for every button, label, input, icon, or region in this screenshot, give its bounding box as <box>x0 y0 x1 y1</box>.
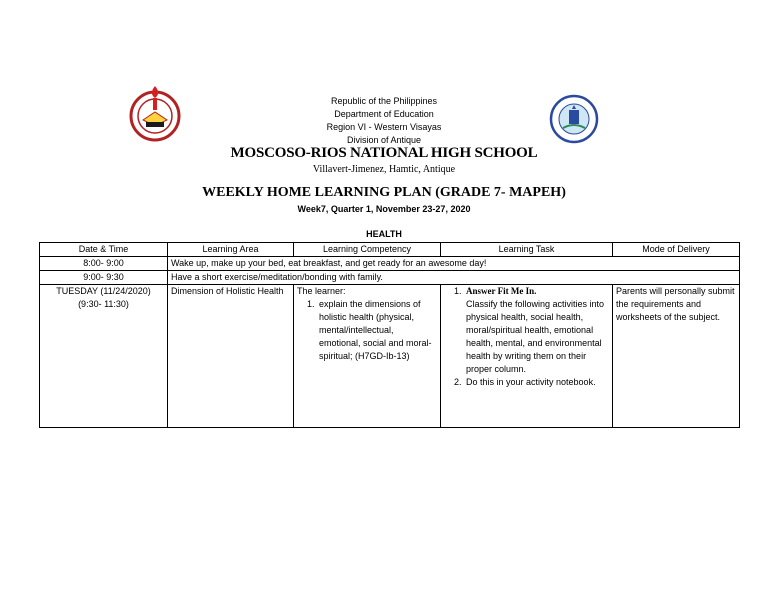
table-header-row <box>40 243 740 257</box>
learning-plan-table <box>39 242 740 428</box>
competency-item: 1. explain the dimensions of holistic health (physical, mental/intellectual, emotional, social and moral-spiritual; (H7GD-Ib-13) <box>317 298 437 363</box>
column-header: Learning Competency <box>294 243 441 257</box>
plan-title: WEEKLY HOME LEARNING PLAN (GRADE 7- MAPEH) <box>202 185 566 200</box>
column-header: Date & Time <box>40 243 168 257</box>
header-line-region: Region VI - Western Visayas <box>326 122 442 132</box>
mode-of-delivery-cell: Parents will personally submit the requirements and worksheets of the subject. <box>613 285 740 428</box>
learning-area-cell: Dimension of Holistic Health <box>168 285 294 428</box>
date-time-cell <box>40 285 168 428</box>
header-line-republic: Republic of the Philippines <box>330 96 438 106</box>
learning-competency-cell <box>294 285 441 428</box>
activity-cell: Have a short exercise/meditation/bonding with family. <box>168 271 740 285</box>
school-address: Villavert-Jimenez, Hamtic, Antique <box>312 164 456 175</box>
task-item <box>464 285 609 376</box>
table-row <box>40 271 740 285</box>
column-header: Mode of Delivery <box>613 243 740 257</box>
time-cell: 9:00- 9:30 <box>40 271 168 285</box>
school-name: MOSCOSO-RIOS NATIONAL HIGH SCHOOL <box>230 145 538 161</box>
time-cell: 8:00- 9:00 <box>40 257 168 271</box>
subject-heading: HEALTH <box>366 229 402 239</box>
task-item: 2. Do this in your activity notebook. <box>464 376 609 389</box>
column-header: Learning Area <box>168 243 294 257</box>
task-description: Classify the following activities into physical health, social health, moral/spiritual health, emotional health, mental, and environmental health by writing them on their proper column. <box>466 299 605 374</box>
header-line-division: Division of Antique <box>346 135 422 145</box>
task-title: Answer Fit Me In. <box>466 286 537 296</box>
week-line: Week7, Quarter 1, November 23-27, 2020 <box>297 204 471 214</box>
competency-intro: The learner: <box>297 286 346 296</box>
column-header: Learning Task <box>441 243 613 257</box>
learning-task-cell <box>441 285 613 428</box>
activity-cell: Wake up, make up your bed, eat breakfast, and get ready for an awesome day! <box>168 257 740 271</box>
table-row <box>40 257 740 271</box>
time-range-label: (9:30- 11:30) <box>78 299 129 309</box>
day-label: TUESDAY (11/24/2020) <box>56 286 151 296</box>
header-line-deped: Department of Education <box>334 109 434 119</box>
table-row <box>40 285 740 428</box>
